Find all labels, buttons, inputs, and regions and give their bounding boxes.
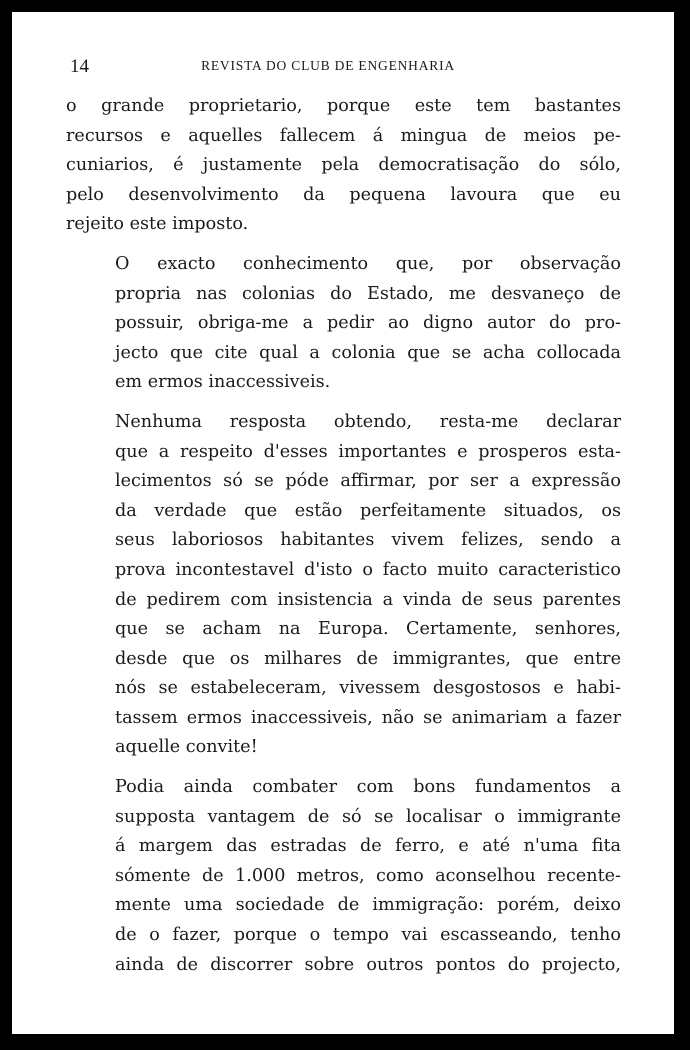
paragraph-4 bbox=[66, 773, 621, 980]
text-line: Nenhuma resposta obtendo, resta-me declarar bbox=[115, 411, 621, 432]
text-line: cuniarios, é justamente pela democratisação do sólo, bbox=[66, 155, 621, 176]
text-line: possuir, obriga-me a pedir ao digno autor do pro- bbox=[115, 313, 621, 334]
text-line: sómente de 1.000 metros, como aconselhou recente- bbox=[115, 865, 621, 886]
paragraph-1 bbox=[66, 92, 621, 240]
text-line: jecto que cite qual a colonia que se acha collocada bbox=[115, 342, 621, 363]
text-line: pelo desenvolvimento da pequena lavoura que eu bbox=[66, 184, 621, 205]
text-line: propria nas colonias do Estado, me desvaneço de bbox=[115, 283, 621, 304]
text-line: ainda de discorrer sobre outros pontos do projecto, bbox=[115, 954, 621, 975]
text-line: que se acham na Europa. Certamente, senhores, bbox=[115, 619, 621, 640]
text-line: desde que os milhares de immigrantes, que entre bbox=[115, 648, 621, 669]
text-line: o grande proprietario, porque este tem bastantes bbox=[66, 96, 621, 116]
text-line: seus laboriosos habitantes vivem felizes, sendo a bbox=[115, 530, 621, 551]
page-number: 14 bbox=[70, 56, 89, 77]
text-line: supposta vantagem de só se localisar o immigrante bbox=[115, 806, 621, 827]
text-line: rejeito este imposto. bbox=[66, 214, 249, 235]
text-line: á margem das estradas de ferro, e até n'uma fita bbox=[115, 836, 621, 857]
paragraph-2 bbox=[66, 250, 621, 398]
running-head bbox=[70, 56, 586, 76]
text-line: O exacto conhecimento que, por observação bbox=[115, 253, 621, 274]
journal-title: REVISTA DO CLUB DE ENGENHARIA bbox=[201, 58, 455, 73]
text-line: tassem ermos inaccessiveis, não se animariam a fazer bbox=[115, 707, 621, 728]
text-line: nós se estabeleceram, vivessem desgostosos e habi- bbox=[115, 678, 621, 699]
text-line: que a respeito d'esses importantes e prosperos esta- bbox=[115, 441, 621, 462]
text-line: Podia ainda combater com bons fundamentos a bbox=[115, 777, 621, 798]
text-line: prova incontestavel d'isto o facto muito caracteristico bbox=[115, 559, 621, 580]
text-line: aquelle convite! bbox=[115, 737, 258, 758]
text-line: recursos e aquelles fallecem á mingua de meios pe- bbox=[66, 125, 621, 146]
text-line: lecimentos só se póde affirmar, por ser a expressão bbox=[115, 471, 621, 492]
paragraph-3 bbox=[66, 408, 621, 763]
text-line: de pedirem com insistencia a vinda de seus parentes bbox=[115, 589, 621, 610]
body-text bbox=[66, 92, 621, 990]
text-line: mente uma sociedade de immigração: porém, deixo bbox=[115, 895, 621, 916]
text-line: da verdade que estão perfeitamente situados, os bbox=[115, 500, 621, 521]
text-line: em ermos inaccessiveis. bbox=[115, 372, 331, 393]
document-page bbox=[12, 12, 674, 1034]
text-line: de o fazer, porque o tempo vai escasseando, tenho bbox=[115, 925, 621, 946]
